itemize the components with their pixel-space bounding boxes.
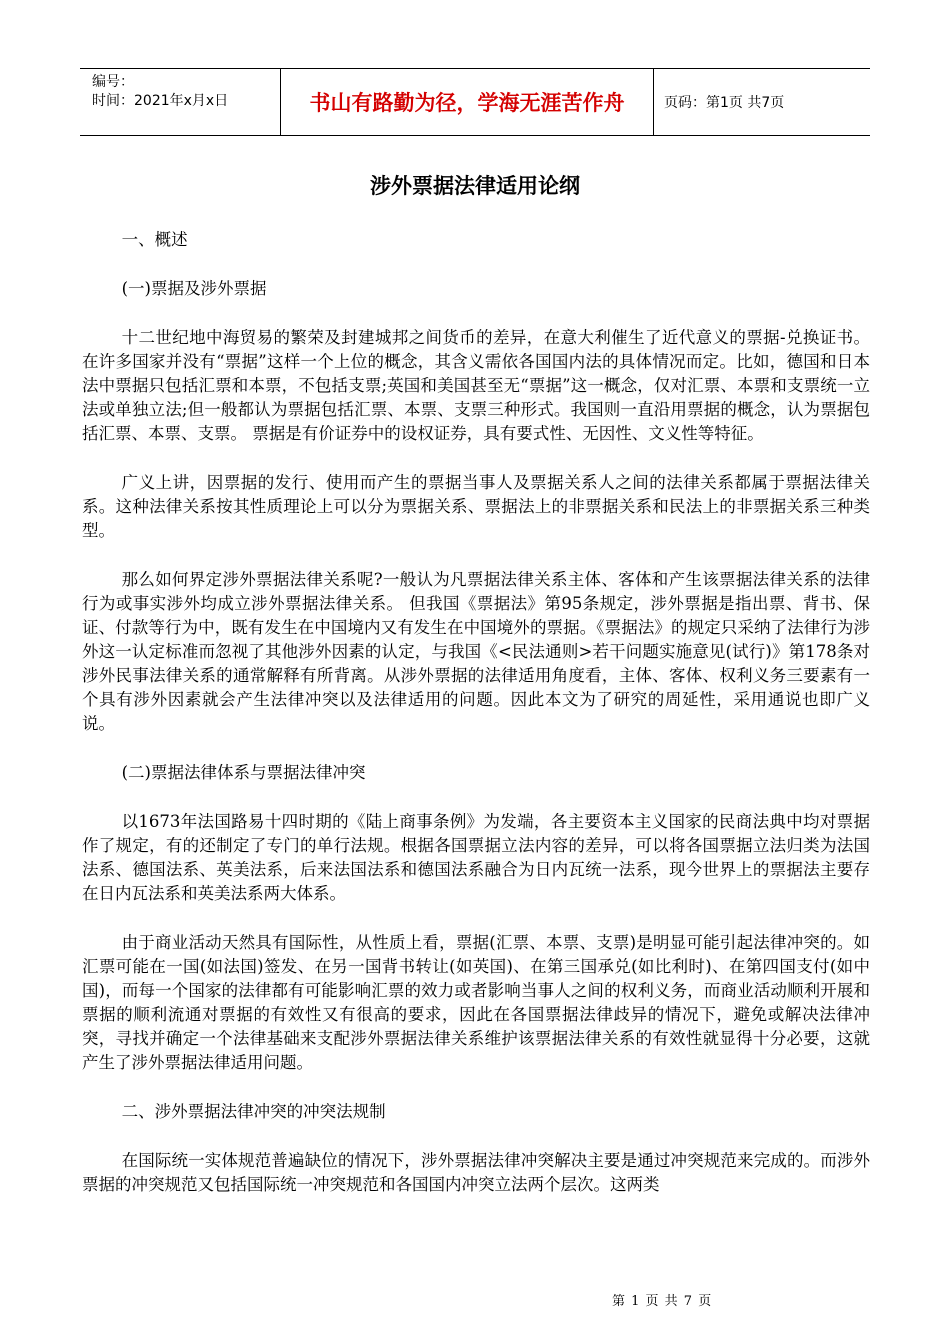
header-motto: 书山有路勤为径，学海无涯苦作舟 <box>281 69 654 135</box>
section-heading-1: 一、概述 <box>121 230 188 249</box>
document-title: 涉外票据法律适用论纲 <box>370 174 580 198</box>
paragraph: 十二世纪地中海贸易的繁荣及封建城邦之间货币的差异，在意大利催生了近代意义的票据-兑换证书。 在许多国家并没有“票据”这样一个上位的概念，其含义需依各国国内法的具体情况而定。比如，德国和日本法中票据只包括汇票和本票，不包括支票;英国和美国甚至无“票据”这一概念，仅对汇票、本票和支票统一立法或单独立法;但一般都认为票据包括汇票、本票、支票三种形式。我国则一直沿用票据的概念，认为票据包括汇票、本票、支票。 票据是有价证券中的设权证券，具有要式性、无因性、文义性等特征。 <box>82 328 870 443</box>
section-heading-1-1: (一)票据及涉外票据 <box>121 279 267 298</box>
page-header <box>80 68 870 136</box>
paragraph: 在国际统一实体规范普遍缺位的情况下，涉外票据法律冲突解决主要是通过冲突规范来完成的。而涉外票据的冲突规范又包括国际统一冲突规范和各国国内冲突立法两个层次。这两类 <box>82 1151 870 1194</box>
header-page-info: 页码：第1页 共7页 <box>664 95 785 111</box>
section-heading-1-2: (二)票据法律体系与票据法律冲突 <box>121 763 366 782</box>
section-heading-2: 二、涉外票据法律冲突的冲突法规制 <box>121 1102 386 1121</box>
paragraph: 以1673年法国路易十四时期的《陆上商事条例》为发端，各主要资本主义国家的民商法典中均对票据作了规定，有的还制定了专门的单行法规。根据各国票据立法内容的差异，可以将各国票据立法归类为法国法系、德国法系、英美法系，后来法国法系和德国法系融合为日内瓦统一法系，现今世界上的票据法主要存在日内瓦法系和英美法系两大体系。 <box>82 812 870 903</box>
page-footer: 第 1 页 共 7 页 <box>612 1294 713 1309</box>
paragraph: 由于商业活动天然具有国际性，从性质上看，票据(汇票、本票、支票)是明显可能引起法律冲突的。如汇票可能在一国(如法国)签发、在另一国背书转让(如英国)、在第三国承兑(如比利时)、在第四国支付(如中国)，而每一个国家的法律都有可能影响汇票的效力或者影响当事人之间的权利义务，而商业活动顺利开展和票据的顺利流通对票据的有效性又有很高的要求，因此在各国票据法律歧异的情况下，避免或解决法律冲突，寻找并确定一个法律基础来支配涉外票据法律关系维护该票据法律关系的有效性就显得十分必要，这就产生了涉外票据法律适用问题。 <box>82 933 870 1072</box>
document-body <box>82 228 870 1197</box>
header-meta <box>80 69 281 135</box>
paragraph: 那么如何界定涉外票据法律关系呢?一般认为凡票据法律关系主体、客体和产生该票据法律关系的法律行为或事实涉外均成立涉外票据法律关系。 但我国《票据法》第95条规定，涉外票据是指出票、背书、保证、付款等行为中，既有发生在中国境内又有发生在中国境外的票据。《票据法》的规定只采纳了法律行为涉外这一认定标准而忽视了其他涉外因素的认定，与我国《<民法通则>若干问题实施意见(试行)》第178条对涉外民事法律关系的通常解释有所背离。从涉外票据的法律适用角度看，主体、客体、权利义务三要素有一个具有涉外因素就会产生法律冲突以及法律适用的问题。因此本文为了研究的周延性，采用通说也即广义说。 <box>82 570 870 733</box>
header-time-label: 时间：2021年x月x日 <box>92 93 229 109</box>
header-number-label: 编号： <box>92 74 134 90</box>
paragraph: 广义上讲，因票据的发行、使用而产生的票据当事人及票据关系人之间的法律关系都属于票据法律关系。这种法律关系按其性质理论上可以分为票据关系、票据法上的非票据关系和民法上的非票据关系三种类型。 <box>82 473 870 540</box>
